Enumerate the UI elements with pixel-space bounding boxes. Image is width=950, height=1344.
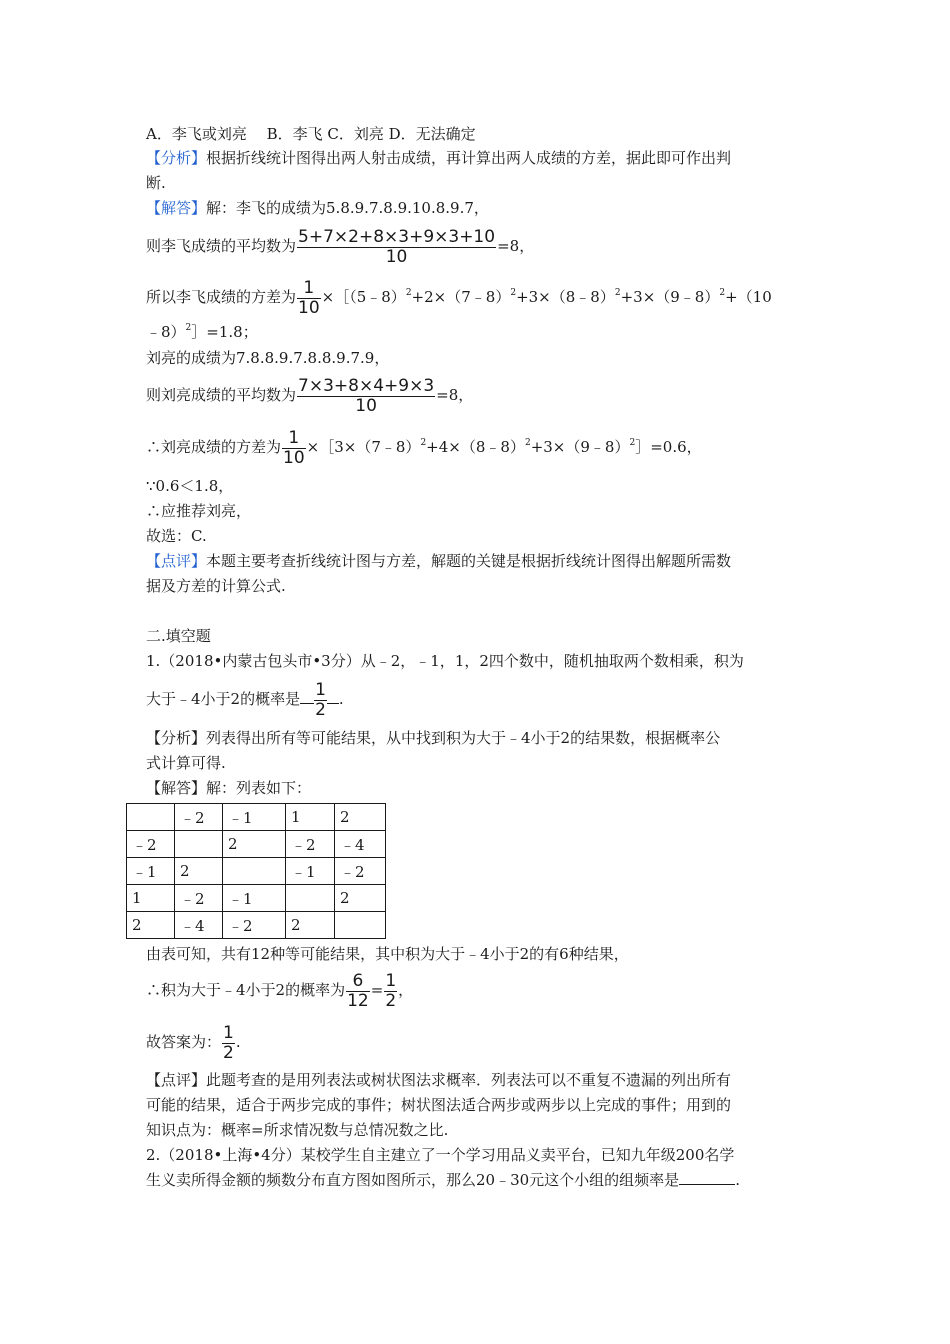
table-cell: ﹣1 (223, 885, 286, 912)
therefore-line: ∴应推荐刘亮， (146, 502, 252, 520)
probability-line: ∴积为大于﹣4小于2的概率为 $\frac{6}{12}$ = $\frac{1}{2}$ ， (146, 970, 414, 1011)
table-cell: ﹣2 (335, 858, 386, 885)
prob-fraction-2: $\frac{1}{2}$ (385, 970, 397, 1011)
li-mean-line: 则李飞成绩的平均数为 $\frac{5+7\times 2+8\times 3+9\times 3+10}{10}$ =8， (146, 226, 535, 267)
table-cell: ﹣1 (127, 858, 175, 885)
li-mean-fraction: $\frac{5+7\times 2+8\times 3+9\times 3+10}{10}$ (298, 226, 496, 267)
table-cell: 2 (286, 912, 335, 939)
after-table: 由表可知，共有12种等可能结果，其中积为大于﹣4小于2的有6种结果， (146, 945, 629, 963)
table-cell: 2 (335, 885, 386, 912)
q1-analysis-1: 【分析】列表得出所有等可能结果，从中找到积为大于﹣4小于2的结果数，根据概率公 (146, 729, 721, 747)
comment-line-1: 【点评】本题主要考查折线统计图与方差，解题的关键是根据折线统计图得出解题所需数 (146, 552, 732, 570)
table-row (127, 804, 386, 831)
table-cell (335, 912, 386, 939)
table-cell: ﹣2 (175, 804, 223, 831)
table-cell: 2 (223, 831, 286, 858)
comment-tag: 【点评】 (146, 552, 207, 570)
table-cell: 2 (335, 804, 386, 831)
final-fraction: $\frac{1}{2}$ (223, 1022, 234, 1063)
question-options: A．李飞或刘亮 B．李飞 C．刘亮 D．无法确定 (146, 125, 476, 143)
li-variance-line: 所以李飞成绩的方差为 $\frac{1}{10}$ ×［（5﹣8）$^2$+2×（7﹣8）$^2$+3×（8﹣8）$^2$+3×（9﹣8）$^2$+（10 (146, 277, 772, 318)
table-cell: ﹣2 (127, 831, 175, 858)
analysis-line-2: 断. (146, 174, 166, 192)
product-table (126, 803, 386, 939)
liu-mean-line: 则刘亮成绩的平均数为 $\frac{7\times 3+8\times 4+9\times 3}{10}$ =8， (146, 375, 474, 416)
q1-comment-2: 可能的结果，适合于两步完成的事件；树状图法适合两步或两步以上完成的事件；用到的 (146, 1096, 732, 1114)
liu-mean-fraction: $\frac{7\times 3+8\times 4+9\times 3}{10}$ (298, 375, 435, 416)
q1-answer-fraction: $\frac{1}{2}$ (315, 679, 326, 720)
choice-line: 故选：C. (146, 527, 207, 545)
q1-line-2: 大于﹣4小于2的概率是 $\frac{1}{2}$ . (146, 679, 344, 720)
comment-line-2: 据及方差的计算公式. (146, 577, 286, 595)
table-cell: ﹣1 (286, 858, 335, 885)
q1-line-1: 1.（2018•内蒙古包头市•3分）从﹣2，﹣1，1，2四个数中，随机抽取两个数相乘，积为 (146, 652, 744, 670)
section-title: 二.填空题 (146, 627, 211, 645)
table-cell (175, 831, 223, 858)
table-cell: ﹣4 (335, 831, 386, 858)
table-cell (127, 804, 175, 831)
final-answer-line: 故答案为： $\frac{1}{2}$ . (146, 1022, 241, 1063)
table-cell: ﹣2 (223, 912, 286, 939)
table-row (127, 912, 386, 939)
table-row (127, 831, 386, 858)
q1-answer-head: 【解答】解：列表如下： (146, 779, 312, 797)
answer-tag: 【解答】 (146, 199, 207, 217)
table-cell: ﹣4 (175, 912, 223, 939)
table-cell: ﹣2 (175, 885, 223, 912)
li-variance-fraction: $\frac{1}{10}$ (298, 277, 320, 318)
analysis-line-1: 【分析】根据折线统计图得出两人射击成绩，再计算出两人成绩的方差，据此即可作出判 (146, 149, 732, 167)
table-cell: 1 (127, 885, 175, 912)
liu-scores: 刘亮的成绩为7.8.8.9.7.8.8.9.7.9， (146, 349, 390, 367)
analysis-tag: 【分析】 (146, 149, 207, 167)
table-cell: 2 (175, 858, 223, 885)
table-row (127, 885, 386, 912)
q2-line-2: 生义卖所得金额的频数分布直方图如图所示，那么20﹣30元这个小组的组频率是 . (146, 1171, 740, 1189)
li-variance-line-2: ﹣8）$^2$］=1.8； (146, 323, 258, 341)
table-cell (286, 885, 335, 912)
table-cell: 1 (286, 804, 335, 831)
table-cell: 2 (127, 912, 175, 939)
table-cell: ﹣2 (286, 831, 335, 858)
prob-fraction-1: $\frac{6}{12}$ (347, 970, 369, 1011)
answer-line-1: 【解答】解：李飞的成绩为5.8.9.7.8.9.10.8.9.7， (146, 199, 489, 217)
table-row (127, 858, 386, 885)
q1-comment-1: 【点评】此题考查的是用列表法或树状图法求概率．列表法可以不重复不遗漏的列出所有 (146, 1071, 732, 1089)
table-cell: ﹣1 (223, 804, 286, 831)
q1-comment-3: 知识点为：概率=所求情况数与总情况数之比. (146, 1121, 449, 1139)
q2-line-1: 2.（2018•上海•4分）某校学生自主建立了一个学习用品义卖平台，已知九年级200名学 (146, 1146, 735, 1164)
q1-analysis-2: 式计算可得. (146, 754, 226, 772)
liu-variance-line: ∴刘亮成绩的方差为 $\frac{1}{10}$ ×［3×（7﹣8）$^2$+4×（8﹣8）$^2$+3×（9﹣8）$^2$］=0.6， (146, 427, 702, 468)
table-cell (223, 858, 286, 885)
liu-variance-fraction: $\frac{1}{10}$ (283, 427, 305, 468)
because-line: ∵0.6＜1.8， (146, 477, 234, 495)
